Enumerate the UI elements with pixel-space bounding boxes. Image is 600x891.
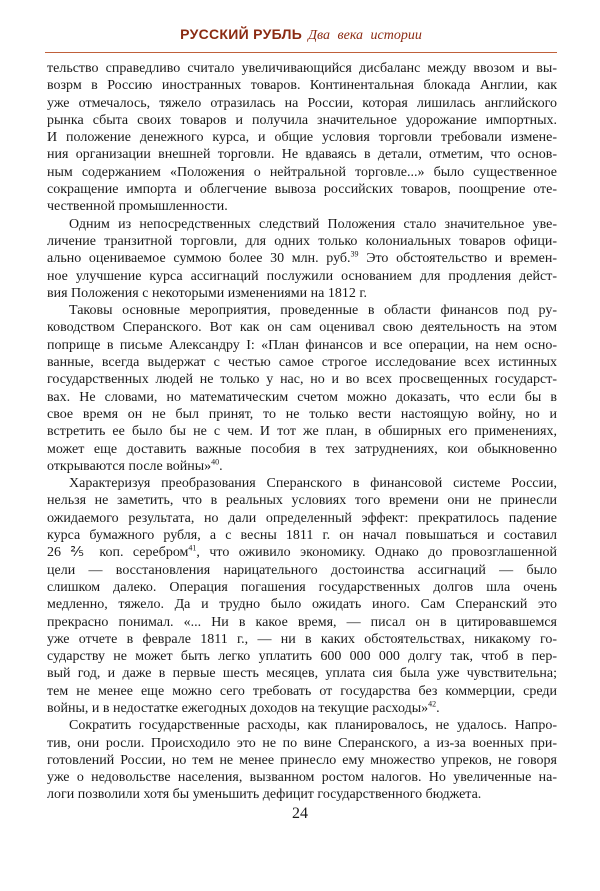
- text-line: сударству не может быть легко уплатить 600 000 000 долгу так, чтоб в пер-: [47, 649, 557, 665]
- text-line: нельзя не заметить, что в реальных условиях того времени они не принесли: [47, 493, 557, 509]
- text-line: [47, 458, 557, 475]
- text-line: Одним из непосредственных следствий Положения стало значительное уве-: [69, 216, 557, 232]
- paragraph: [47, 216, 557, 302]
- body-text: [47, 60, 557, 804]
- text-line: вый год, и даже в первые шесть месяцев, уплата сия была уже чувствительна;: [47, 666, 557, 682]
- book-subtitle: Два века истории: [308, 28, 422, 43]
- paragraph: [47, 60, 557, 216]
- text-line: медленно, тяжело. Да и трудно было ожидать иного. Сам Сперанский это: [47, 597, 557, 613]
- text-line: логи позволили хотя бы уменьшить дефицит государственного бюджета.: [47, 787, 482, 803]
- text-line: вах. Не словами, но математическим счетом можно доказать, что если бы в: [47, 389, 557, 405]
- text-line: тем не менее еще можно сего требовать от государства без коммерции, среди: [47, 683, 557, 699]
- text-line: поприще в письме Александру I: «План финансов и все операции, на нем осно-: [47, 337, 557, 353]
- text-line: ное улучшение курса ассигнаций послужили основанием для продления дейст-: [47, 268, 557, 284]
- text-line: ния организации внешней торговли. Не вдаваясь в детали, отметим, что основ-: [47, 147, 557, 163]
- text-line: государственных людей не только у нас, но и во всех просвещенных государст-: [47, 372, 557, 388]
- line-text: .: [219, 458, 223, 474]
- text-line: ожидаемого результата, но дали определенный эффект: прекратилось падение: [47, 510, 557, 526]
- footnote-ref: 42: [428, 699, 437, 709]
- line-text: войны, и в недостатке ежегодных доходов на текущие расходы»: [47, 700, 429, 716]
- text-line: ководством Сперанского. Вот как он сам оценивал свою деятельность на этом: [47, 320, 557, 336]
- line-text: .: [436, 700, 440, 716]
- page-number: 24: [292, 805, 308, 822]
- text-line: чественной промышленности.: [47, 199, 228, 215]
- text-line: уже отчете в феврале 1811 г., — ни в каких обстоятельствах, никакому го-: [47, 631, 557, 647]
- paragraph: [47, 475, 557, 717]
- text-line: свое время он не был принят, то не только вести настоящую войну, но и: [47, 406, 557, 422]
- text-line: [47, 544, 557, 561]
- book-title: РУССКИЙ РУБЛЬ: [180, 26, 303, 42]
- text-line: ным содержанием «Положения о нейтральной торговле...» было существенное: [47, 164, 557, 180]
- text-line: [47, 700, 557, 717]
- footnote-ref: 39: [350, 249, 359, 259]
- line-text: ально оцениваемое суммою более 30 млн. руб.: [47, 251, 351, 267]
- running-header: [45, 26, 557, 53]
- text-line: тив, они росли. Происходило это не по вине Сперанского, а из-за военных при-: [47, 735, 557, 751]
- text-line: личение транзитной торговли, для одних только колониальных товаров офици-: [47, 233, 557, 249]
- text-line: готовлений России, но тем не менее принесло ему множество упреков, не говоря: [47, 752, 557, 768]
- text-line: может еще доставить важные пособия в тех затруднениях, кои обыкновенно: [47, 441, 557, 457]
- line-text: 26 ⅖ коп. серебром: [47, 545, 189, 561]
- text-line: Таковы основные мероприятия, проведенные в области финансов под ру-: [69, 303, 557, 319]
- text-line: рынка сбыта своих товаров и получила значительное удорожание импортных.: [47, 112, 557, 128]
- text-line: возрм в Россию иностранных товаров. Континентальная блокада Англии, как: [47, 78, 557, 94]
- text-line: цели — восстановления нарицательного достоинства ассигнаций — было: [47, 562, 557, 578]
- text-line: И положение денежного курса, и общие условия торговли требовали измене-: [47, 130, 557, 146]
- footnote-ref: 40: [211, 457, 220, 467]
- text-line: ванные, всегда выдержат с честью самое строгое исследование всех истинных: [47, 355, 557, 371]
- text-line: вия Положения с некоторыми изменениями на 1812 г.: [47, 285, 367, 301]
- text-line: Характеризуя преобразования Сперанского в финансовой системе России,: [69, 476, 557, 492]
- text-line: [47, 250, 557, 267]
- text-line: слишком далеко. Операция погашения государственных долгов шла очень: [47, 579, 557, 595]
- line-text: Это обстоятельство и времен-: [358, 251, 557, 267]
- text-line: прекрасно понимал. «... Ни в какое время, — писал он в цитировавшемся: [47, 614, 557, 630]
- text-line: курса бумажного рубля, а с весны 1811 г. он начал повышаться и составил: [47, 528, 557, 544]
- text-line: тельство справедливо считало увеличивающийся дисбаланс между ввозом и вы-: [47, 61, 557, 76]
- text-line: Сократить государственные расходы, как планировалось, не удалось. Напро-: [69, 718, 557, 734]
- text-line: уже отмечалось, тяжело отразилась на России, которая лишилась английского: [47, 95, 557, 111]
- text-line: сокращение импорта и облегчение вывоза российских товаров, поощрение оте-: [47, 182, 557, 198]
- footnote-ref: 41: [188, 543, 197, 553]
- paragraph: [47, 717, 557, 803]
- text-line: уже о недовольстве населения, вызванном ростом налогов. Но увеличенные на-: [47, 770, 557, 786]
- paragraph: [47, 302, 557, 475]
- line-text: , что оживило экономику. Однако до провозглашенной: [196, 545, 557, 561]
- line-text: открываются после войны»: [47, 458, 212, 474]
- text-line: встретить ее было бы не с чем. И тот же план, в обширных его применениях,: [47, 424, 557, 440]
